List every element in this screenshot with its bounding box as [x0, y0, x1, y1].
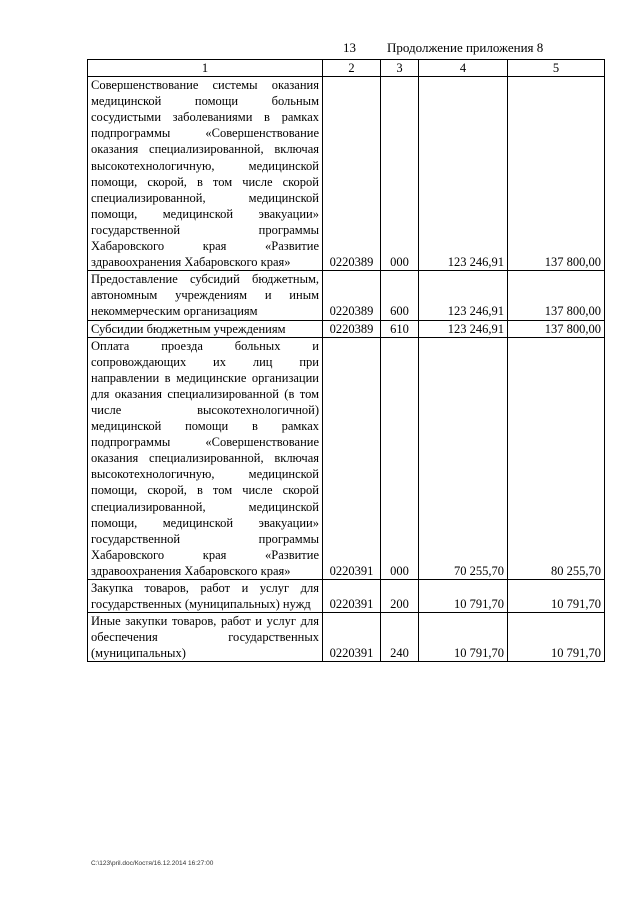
table-row: [88, 613, 605, 662]
table-row: [88, 320, 605, 337]
row-sum-2: 137 800,00: [508, 271, 605, 320]
table-row: [88, 77, 605, 271]
row-vr: 000: [381, 337, 419, 579]
row-name: Закупка товаров, работ и услуг для государственных (муниципальных) нужд: [88, 580, 323, 613]
row-sum-2: 10 791,70: [508, 580, 605, 613]
table-row: [88, 337, 605, 579]
row-sum-1: 123 246,91: [419, 320, 508, 337]
row-sum-2: 80 255,70: [508, 337, 605, 579]
column-header: 1: [88, 60, 323, 77]
appendix-title: Продолжение приложения 8: [387, 40, 544, 55]
row-vr: 200: [381, 580, 419, 613]
row-vr: 000: [381, 77, 419, 271]
row-csr: 0220391: [323, 580, 381, 613]
row-csr: 0220389: [323, 271, 381, 320]
page-header: [0, 40, 640, 58]
row-csr: 0220391: [323, 337, 381, 579]
table-header-row: [88, 60, 605, 77]
row-name: Предоставление субсидий бюджетным, автономным учреждениям и иным некоммерческим организациям: [88, 271, 323, 320]
row-name: Оплата проезда больных и сопровождающих их лиц при направлении в медицинские организации для оказания специализированной (в том числе высокотехнологичной) медицинской помощи в рамках подпрограммы «Совершенствование оказания специализированной, включая высокотехнологичную, медицинской помощи, скорой, в том числе скорой специализированной, медицинской помощи, медицинской эвакуации» государственной программы Хабаровского края «Развитие здравоохранения Хабаровского края»: [88, 337, 323, 579]
row-sum-1: 70 255,70: [419, 337, 508, 579]
column-header: 2: [323, 60, 381, 77]
row-name: Совершенствование системы оказания медицинской помощи больным сосудистыми заболеваниями в рамках подпрограммы «Совершенствование оказания специализированной, включая высокотехнологичную, медицинской помощи, скорой, в том числе скорой специализированной, медицинской помощи, медицинской эвакуации» государственной программы Хабаровского края «Развитие здравоохранения Хабаровского края»: [88, 77, 323, 271]
row-vr: 600: [381, 271, 419, 320]
column-header: 3: [381, 60, 419, 77]
row-sum-1: 123 246,91: [419, 271, 508, 320]
row-name: Субсидии бюджетным учреждениям: [88, 320, 323, 337]
file-path-footer: C:\123\pril.doc/Костя/16.12.2014 16:27:00: [91, 860, 214, 867]
row-vr: 240: [381, 613, 419, 662]
table-row: [88, 271, 605, 320]
row-sum-1: 10 791,70: [419, 613, 508, 662]
row-sum-2: 137 800,00: [508, 320, 605, 337]
row-sum-2: 137 800,00: [508, 77, 605, 271]
row-csr: 0220389: [323, 77, 381, 271]
budget-table: [87, 59, 605, 662]
row-vr: 610: [381, 320, 419, 337]
column-header: 4: [419, 60, 508, 77]
row-csr: 0220391: [323, 613, 381, 662]
row-sum-1: 123 246,91: [419, 77, 508, 271]
page-number: 13: [343, 40, 356, 55]
row-csr: 0220389: [323, 320, 381, 337]
row-name: Иные закупки товаров, работ и услуг для обеспечения государственных (муниципальных): [88, 613, 323, 662]
row-sum-1: 10 791,70: [419, 580, 508, 613]
row-sum-2: 10 791,70: [508, 613, 605, 662]
column-header: 5: [508, 60, 605, 77]
table-row: [88, 580, 605, 613]
